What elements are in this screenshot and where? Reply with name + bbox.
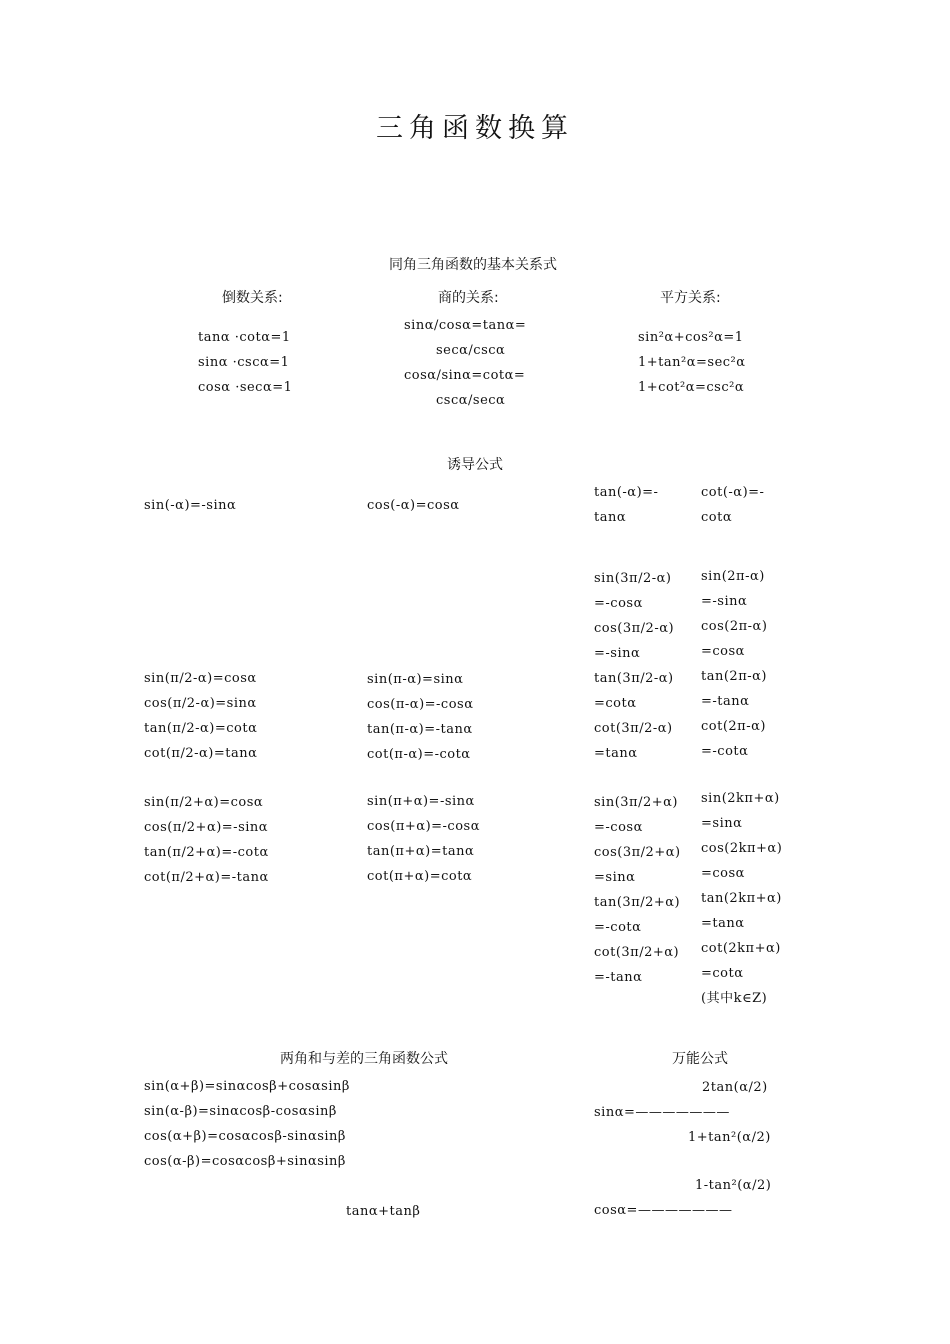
sin-universal-lhs: sinα=——————— — [594, 1105, 730, 1120]
formula-line: sin(3π/2-α) — [594, 571, 672, 586]
formula-line: cot(3π/2-α) — [594, 721, 673, 736]
formula-line: sin(π+α)=-sinα — [367, 794, 475, 809]
formula-tan-neg — [594, 480, 658, 530]
formula-line: cot(π/2-α)=tanα — [144, 746, 258, 761]
formula-line: cos(π/2+α)=-sinα — [144, 820, 269, 835]
induction-heading: 诱导公式 — [447, 457, 503, 473]
page-title: 三角函数换算 — [376, 113, 574, 144]
formula-line: =sinα — [701, 816, 743, 831]
formula-line: cosα/sinα=cotα= — [404, 368, 526, 383]
formula-line: cot(π+α)=cotα — [367, 869, 473, 884]
sum-diff-heading: 两角和与差的三角函数公式 — [280, 1051, 448, 1067]
formula-line: sin(3π/2+α) — [594, 795, 678, 810]
cos-universal-numerator: 1-tan²(α/2) — [695, 1178, 772, 1193]
formulas-pi-plus — [367, 789, 480, 889]
cos-universal-lhs: cosα=——————— — [594, 1203, 733, 1218]
formula-line: sinα ·cscα=1 — [198, 355, 290, 370]
formula-line: cos(2kπ+α) — [701, 841, 783, 856]
formula-cos-neg: cos(-α)=cosα — [367, 498, 460, 513]
formula-line: tan(π/2-α)=cotα — [144, 721, 258, 736]
reciprocal-heading: 倒数关系: — [222, 290, 283, 306]
formula-line: tan(π/2+α)=-cotα — [144, 845, 269, 860]
formula-line: sin(π-α)=sinα — [367, 672, 464, 687]
formula-line: sin(π/2-α)=cosα — [144, 671, 257, 686]
basic-relations-heading: 同角三角函数的基本关系式 — [389, 257, 557, 273]
formula-line: cot(-α)=- — [701, 485, 765, 500]
formula-line: tanα — [594, 510, 627, 525]
formula-line: tanα ·cotα=1 — [198, 330, 291, 345]
formula-line: =-sinα — [701, 594, 748, 609]
formula-line: =cosα — [701, 644, 745, 659]
formulas-pi-minus — [367, 667, 473, 767]
formula-line: cos(3π/2+α) — [594, 845, 681, 860]
formula-line: sin(α-β)=sinαcosβ-cosαsinβ — [144, 1104, 337, 1119]
formula-line: cos(2π-α) — [701, 619, 768, 634]
formulas-half-pi-minus — [144, 666, 257, 766]
formula-line: =-cotα — [594, 920, 642, 935]
formula-line: =-tanα — [701, 694, 750, 709]
formula-line: cos(α+β)=cosαcosβ-sinαsinβ — [144, 1129, 346, 1144]
formulas-half-pi-plus — [144, 790, 269, 890]
formula-line: =cotα — [594, 696, 637, 711]
formula-line: =cotα — [701, 966, 744, 981]
formula-line: sinα/cosα=tanα= — [404, 318, 527, 333]
formula-line: cot(π/2+α)=-tanα — [144, 870, 269, 885]
formula-note: (其中k∈Z) — [701, 991, 768, 1006]
formulas-two-k-pi-plus — [701, 786, 782, 1011]
formula-line: secα/cscα — [436, 343, 506, 358]
formula-line: sin(α+β)=sinαcosβ+cosαsinβ — [144, 1079, 350, 1094]
formula-line: cos(π/2-α)=sinα — [144, 696, 257, 711]
sum-diff-formulas — [144, 1074, 350, 1174]
formula-line: cot(2π-α) — [701, 719, 766, 734]
formula-line: 1+tan²α=sec²α — [638, 355, 746, 370]
sin-universal-denominator: 1+tan²(α/2) — [688, 1130, 771, 1145]
formula-line: cosα ·secα=1 — [198, 380, 293, 395]
formula-line: =-sinα — [594, 646, 641, 661]
formula-line: =-tanα — [594, 970, 643, 985]
formula-line: tan(3π/2+α) — [594, 895, 681, 910]
tan-sum-numerator: tanα+tanβ — [346, 1204, 421, 1219]
square-heading: 平方关系: — [660, 290, 721, 306]
sin-universal-numerator: 2tan(α/2) — [702, 1080, 768, 1095]
formula-sin-neg: sin(-α)=-sinα — [144, 498, 237, 513]
formula-line: =tanα — [701, 916, 745, 931]
formula-line: sin(2kπ+α) — [701, 791, 780, 806]
formulas-two-pi-minus — [701, 564, 767, 764]
formula-line: sin(π/2+α)=cosα — [144, 795, 264, 810]
formula-line: =cosα — [701, 866, 745, 881]
formula-line: tan(2kπ+α) — [701, 891, 782, 906]
formula-line: sin(2π-α) — [701, 569, 765, 584]
formula-line: cot(3π/2+α) — [594, 945, 680, 960]
square-formulas — [638, 325, 746, 400]
formula-line: =-cosα — [594, 820, 643, 835]
formula-line: =-cosα — [594, 596, 643, 611]
formula-line: cos(π-α)=-cosα — [367, 697, 474, 712]
universal-heading: 万能公式 — [672, 1051, 728, 1067]
formula-line: =sinα — [594, 870, 636, 885]
formula-line: tan(π+α)=tanα — [367, 844, 475, 859]
formula-line: tan(3π/2-α) — [594, 671, 674, 686]
formula-line: cotα — [701, 510, 733, 525]
formula-line: =tanα — [594, 746, 638, 761]
formula-line: =-cotα — [701, 744, 749, 759]
quotient-formulas — [404, 313, 526, 413]
formula-line: cot(π-α)=-cotα — [367, 747, 471, 762]
formula-line: sin²α+cos²α=1 — [638, 330, 744, 345]
formula-cot-neg — [701, 480, 764, 530]
reciprocal-formulas — [198, 325, 292, 400]
formulas-three-half-pi-minus — [594, 566, 674, 766]
formula-line: cscα/secα — [436, 393, 506, 408]
formulas-three-half-pi-plus — [594, 790, 681, 990]
formula-line: cos(π+α)=-cosα — [367, 819, 480, 834]
formula-line: tan(π-α)=-tanα — [367, 722, 473, 737]
formula-line: tan(-α)=- — [594, 485, 659, 500]
quotient-heading: 商的关系: — [438, 290, 499, 306]
formula-line: 1+cot²α=csc²α — [638, 380, 745, 395]
formula-line: tan(2π-α) — [701, 669, 767, 684]
formula-line: cos(α-β)=cosαcosβ+sinαsinβ — [144, 1154, 346, 1169]
formula-line: cos(3π/2-α) — [594, 621, 675, 636]
formula-line: cot(2kπ+α) — [701, 941, 781, 956]
